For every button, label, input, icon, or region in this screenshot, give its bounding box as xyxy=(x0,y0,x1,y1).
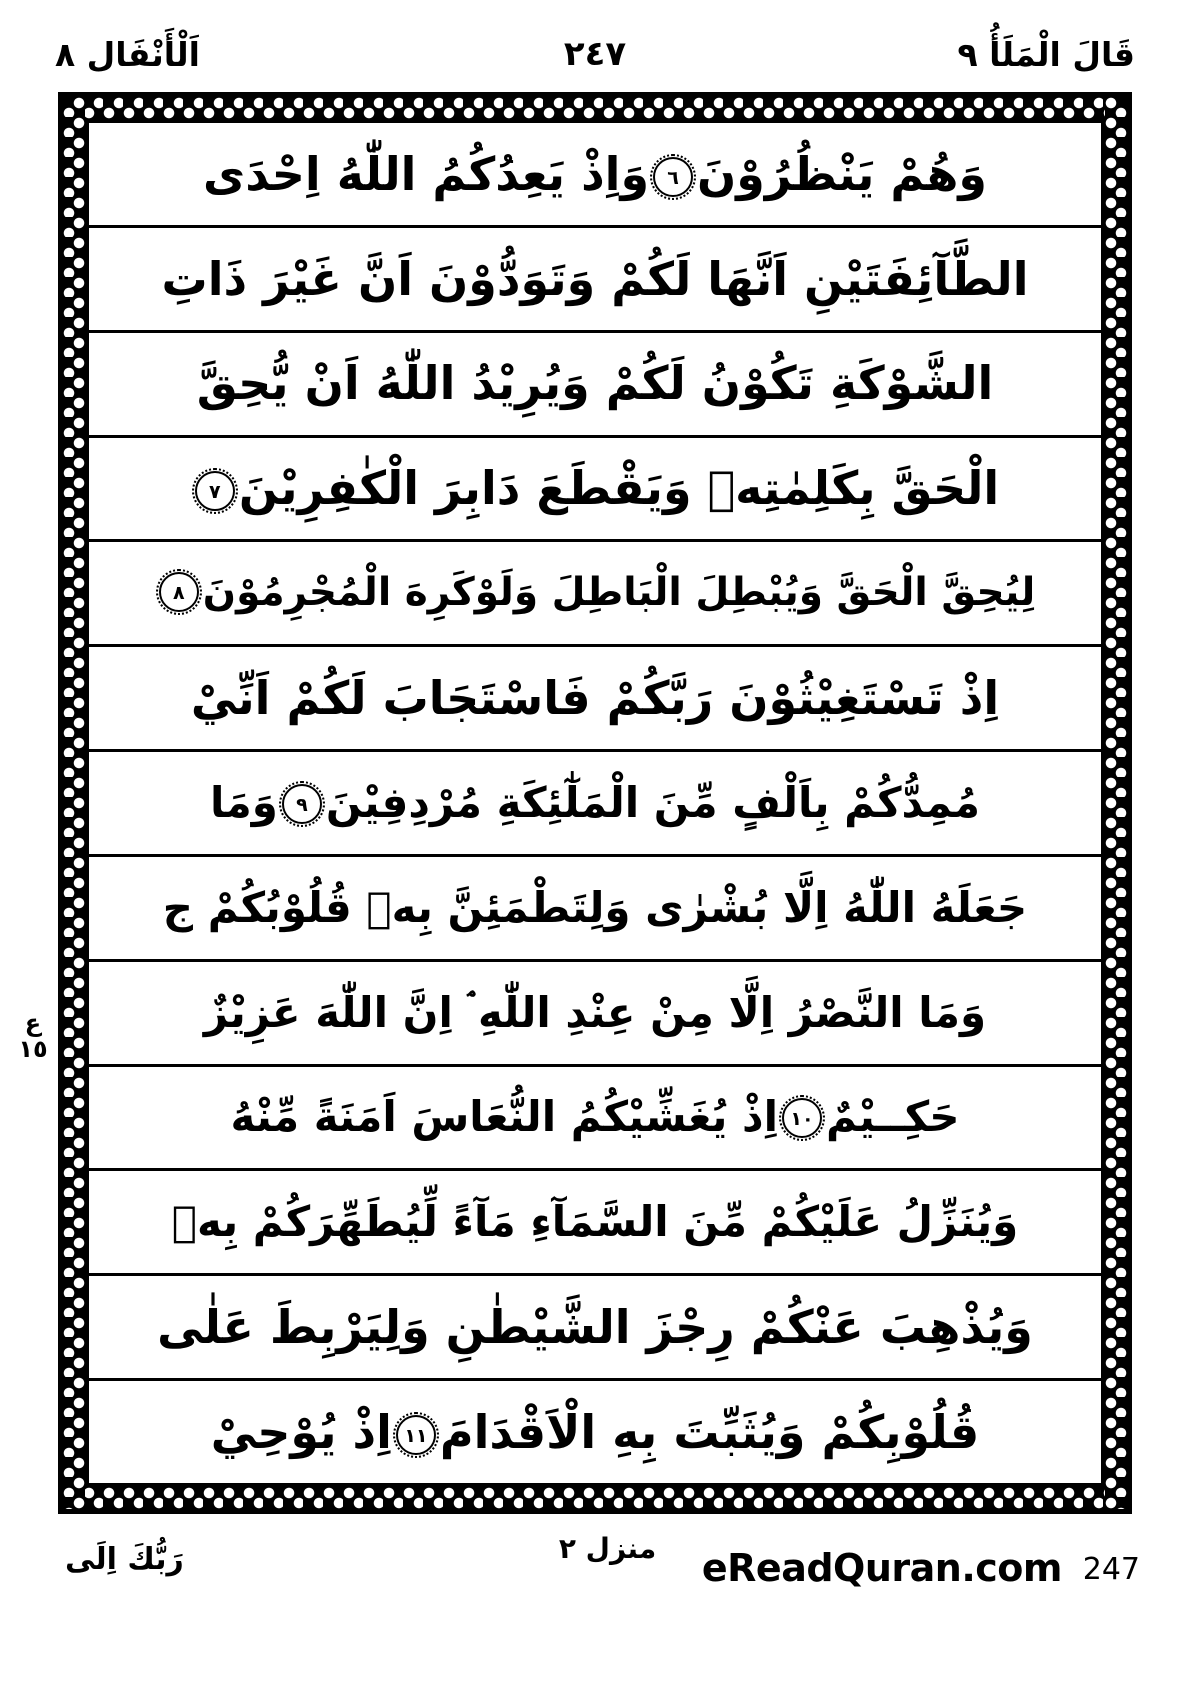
ayah-text xyxy=(101,146,1089,201)
ayah-text-segment: اِذْ تَسْتَغِيْثُوْنَ رَبَّكُمْ فَاسْتَجَابَ لَكُمْ اَنِّيْ xyxy=(190,670,1000,725)
ayah-line xyxy=(89,647,1101,752)
site-brand[interactable]: eReadQuran.com xyxy=(701,1546,1062,1590)
ayah-line xyxy=(89,123,1101,228)
ayah-text xyxy=(101,670,1089,725)
manzil-label: منزل ٢ xyxy=(558,1532,657,1565)
ayah-text-segment-tail: اِذْ يُغَشِّيْكُمُ النُّعَاسَ اَمَنَةً مِّنْهُ xyxy=(230,1092,779,1142)
ayah-text xyxy=(101,987,1089,1037)
ayah-text-segment-tail: وَمَا xyxy=(210,777,278,827)
ayah-text xyxy=(101,461,1089,516)
page-footer xyxy=(55,1528,1160,1598)
ayah-text-segment: مُمِدُّكُمْ بِاَلْفٍ مِّنَ الْمَلٰٓئِكَةِ مُرْدِفِيْنَ xyxy=(325,777,980,827)
ayah-text xyxy=(101,882,1089,932)
ayah-text xyxy=(101,251,1089,306)
ayah-line xyxy=(89,1276,1101,1381)
ornament-right xyxy=(1105,97,1127,1509)
ayah-text-segment: وَيُذْهِبَ عَنْكُمْ رِجْزَ الشَّيْطٰنِ وَلِيَرْبِطَ عَلٰى xyxy=(157,1300,1033,1355)
ayah-text xyxy=(101,572,1089,614)
ruku-side-marker xyxy=(16,1010,50,1063)
page-number: 247 xyxy=(1082,1552,1140,1587)
ayah-number-marker: ٧ xyxy=(195,471,235,511)
header-page-number-arabic: ٢٤٧ xyxy=(563,34,627,74)
ayah-number-marker: ١١ xyxy=(396,1415,436,1455)
ayah-line xyxy=(89,1381,1101,1483)
ruku-number: ١٥ xyxy=(18,1035,48,1064)
ayah-text-segment-tail: اِذْ يُوْحِيْ xyxy=(210,1404,392,1459)
ayah-text-segment: لِيُحِقَّ الْحَقَّ وَيُبْطِلَ الْبَاطِلَ وَلَوْكَرِهَ الْمُجْرِمُوْنَ xyxy=(202,570,1036,616)
ayah-text-segment: الْحَقَّ بِكَلِمٰتِهٖ وَيَقْطَعَ دَابِرَ الْكٰفِرِيْنَ xyxy=(238,461,1000,516)
ayah-text-segment: الطَّآئِفَتَيْنِ اَنَّهَا لَكُمْ وَتَوَدُّوْنَ اَنَّ غَيْرَ ذَاتِ xyxy=(161,251,1029,306)
ornament-bottom xyxy=(63,1487,1127,1509)
ayah-text-segment: قُلُوْبِكُمْ وَيُثَبِّتَ بِهِ الْاَقْدَامَ xyxy=(439,1404,980,1459)
ayah-text xyxy=(101,1300,1089,1355)
ornament-top xyxy=(63,97,1127,119)
page-border-frame xyxy=(58,92,1132,1514)
ayah-number-marker: ١٠ xyxy=(782,1098,822,1138)
ayah-text-segment-tail: وَاِذْ يَعِدُكُمُ اللّٰهُ اِحْدَى xyxy=(203,146,650,201)
ayah-line xyxy=(89,1067,1101,1172)
ayah-number-marker: ٦ xyxy=(653,157,693,197)
ayah-text-segment: جَعَلَهُ اللّٰهُ اِلَّا بُشْرٰى وَلِتَطْمَئِنَّ بِهٖ قُلُوْبُكُمْ ج xyxy=(162,882,1028,932)
ayah-text-segment: وَهُمْ يَنْظُرُوْنَ xyxy=(697,146,987,201)
ayah-line xyxy=(89,228,1101,333)
text-frame xyxy=(85,119,1105,1487)
ayah-text-segment: وَمَا النَّصْرُ اِلَّا مِنْ عِنْدِ اللّٰهِ ۘ اِنَّ اللّٰهَ عَزِيْزٌ xyxy=(203,987,987,1037)
ayah-text-segment: حَكِــيْمٌ xyxy=(826,1092,960,1142)
ayah-text-segment: الشَّوْكَةِ تَكُوْنُ لَكُمْ وَيُرِيْدُ اللّٰهُ اَنْ يُّحِقَّ xyxy=(196,356,994,411)
ayah-line xyxy=(89,962,1101,1067)
ayah-line xyxy=(89,752,1101,857)
ayah-text-segment: وَيُنَزِّلُ عَلَيْكُمْ مِّنَ السَّمَآءِ مَآءً لِّيُطَهِّرَكُمْ بِهٖ xyxy=(171,1197,1019,1247)
ayah-text xyxy=(101,356,1089,411)
ayah-text xyxy=(101,1092,1089,1142)
ayah-number-marker: ٩ xyxy=(282,784,322,824)
ayah-lines xyxy=(89,123,1101,1483)
ruku-letter: ع xyxy=(24,1009,42,1037)
ayah-line xyxy=(89,857,1101,962)
ayah-line xyxy=(89,333,1101,438)
ayah-line xyxy=(89,542,1101,647)
ornament-left xyxy=(63,97,85,1509)
ayah-line xyxy=(89,1171,1101,1276)
surah-label: اَلْأَنْفَال ٨ xyxy=(55,34,200,74)
ayah-number-marker: ٨ xyxy=(159,572,199,612)
catchword: رَبُّكَ اِلَى xyxy=(65,1542,184,1577)
ayah-text xyxy=(101,777,1089,827)
juz-label: قَالَ الْمَلَأُ ٩ xyxy=(957,34,1135,74)
ayah-text xyxy=(101,1404,1089,1459)
ayah-text xyxy=(101,1197,1089,1247)
ayah-line xyxy=(89,438,1101,543)
page-header xyxy=(55,26,1135,82)
